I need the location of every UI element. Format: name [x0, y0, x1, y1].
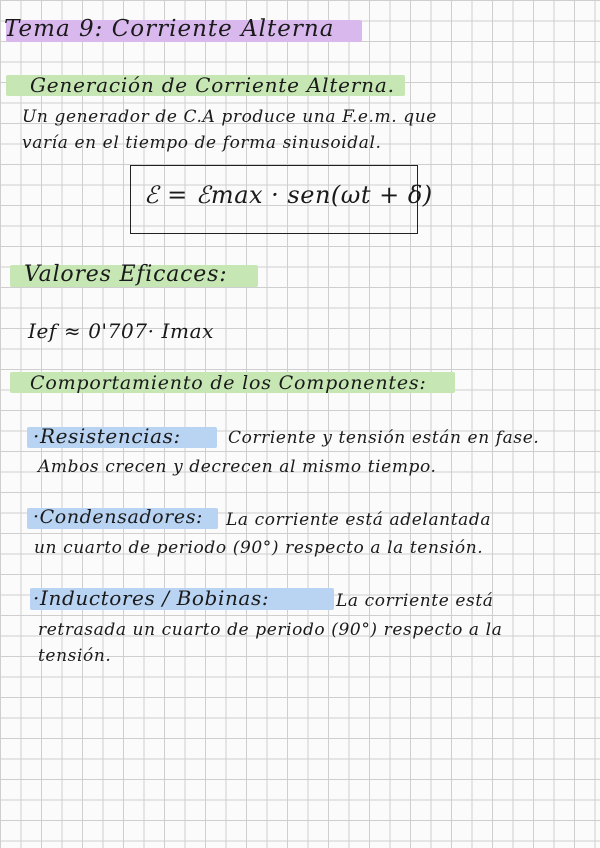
inductores-label: ·Inductores / Bobinas: [33, 586, 270, 610]
section1-heading: Generación de Corriente Alterna. [30, 73, 395, 97]
resistencias-label: ·Resistencias: [33, 424, 181, 448]
inductores-line2: retrasada un cuarto de periodo (90°) respecto a la [38, 620, 503, 640]
section1-line2: varía en el tiempo de forma sinusoidal. [22, 133, 382, 153]
condensadores-line2: un cuarto de periodo (90°) respecto a la tensión. [34, 538, 484, 558]
page-title: Tema 9: Corriente Alterna [4, 16, 335, 42]
rms-formula: Ief ≈ 0'707· Imax [28, 319, 214, 343]
condensadores-label: ·Condensadores: [33, 506, 204, 528]
section2-heading: Valores Eficaces: [24, 262, 228, 287]
inductores-line1: La corriente está [336, 591, 494, 611]
condensadores-line1: La corriente está adelantada [226, 510, 492, 530]
resistencias-line1: Corriente y tensión están en fase. [228, 428, 540, 448]
section1-line1: Un generador de C.A produce una F.e.m. que [22, 107, 437, 127]
section3-heading: Comportamiento de los Componentes: [30, 372, 427, 394]
emf-formula: ℰ = ℰmax · sen(ωt + δ) [144, 181, 433, 209]
resistencias-line2: Ambos crecen y decrecen al mismo tiempo. [38, 457, 437, 477]
inductores-line3: tensión. [38, 646, 112, 666]
